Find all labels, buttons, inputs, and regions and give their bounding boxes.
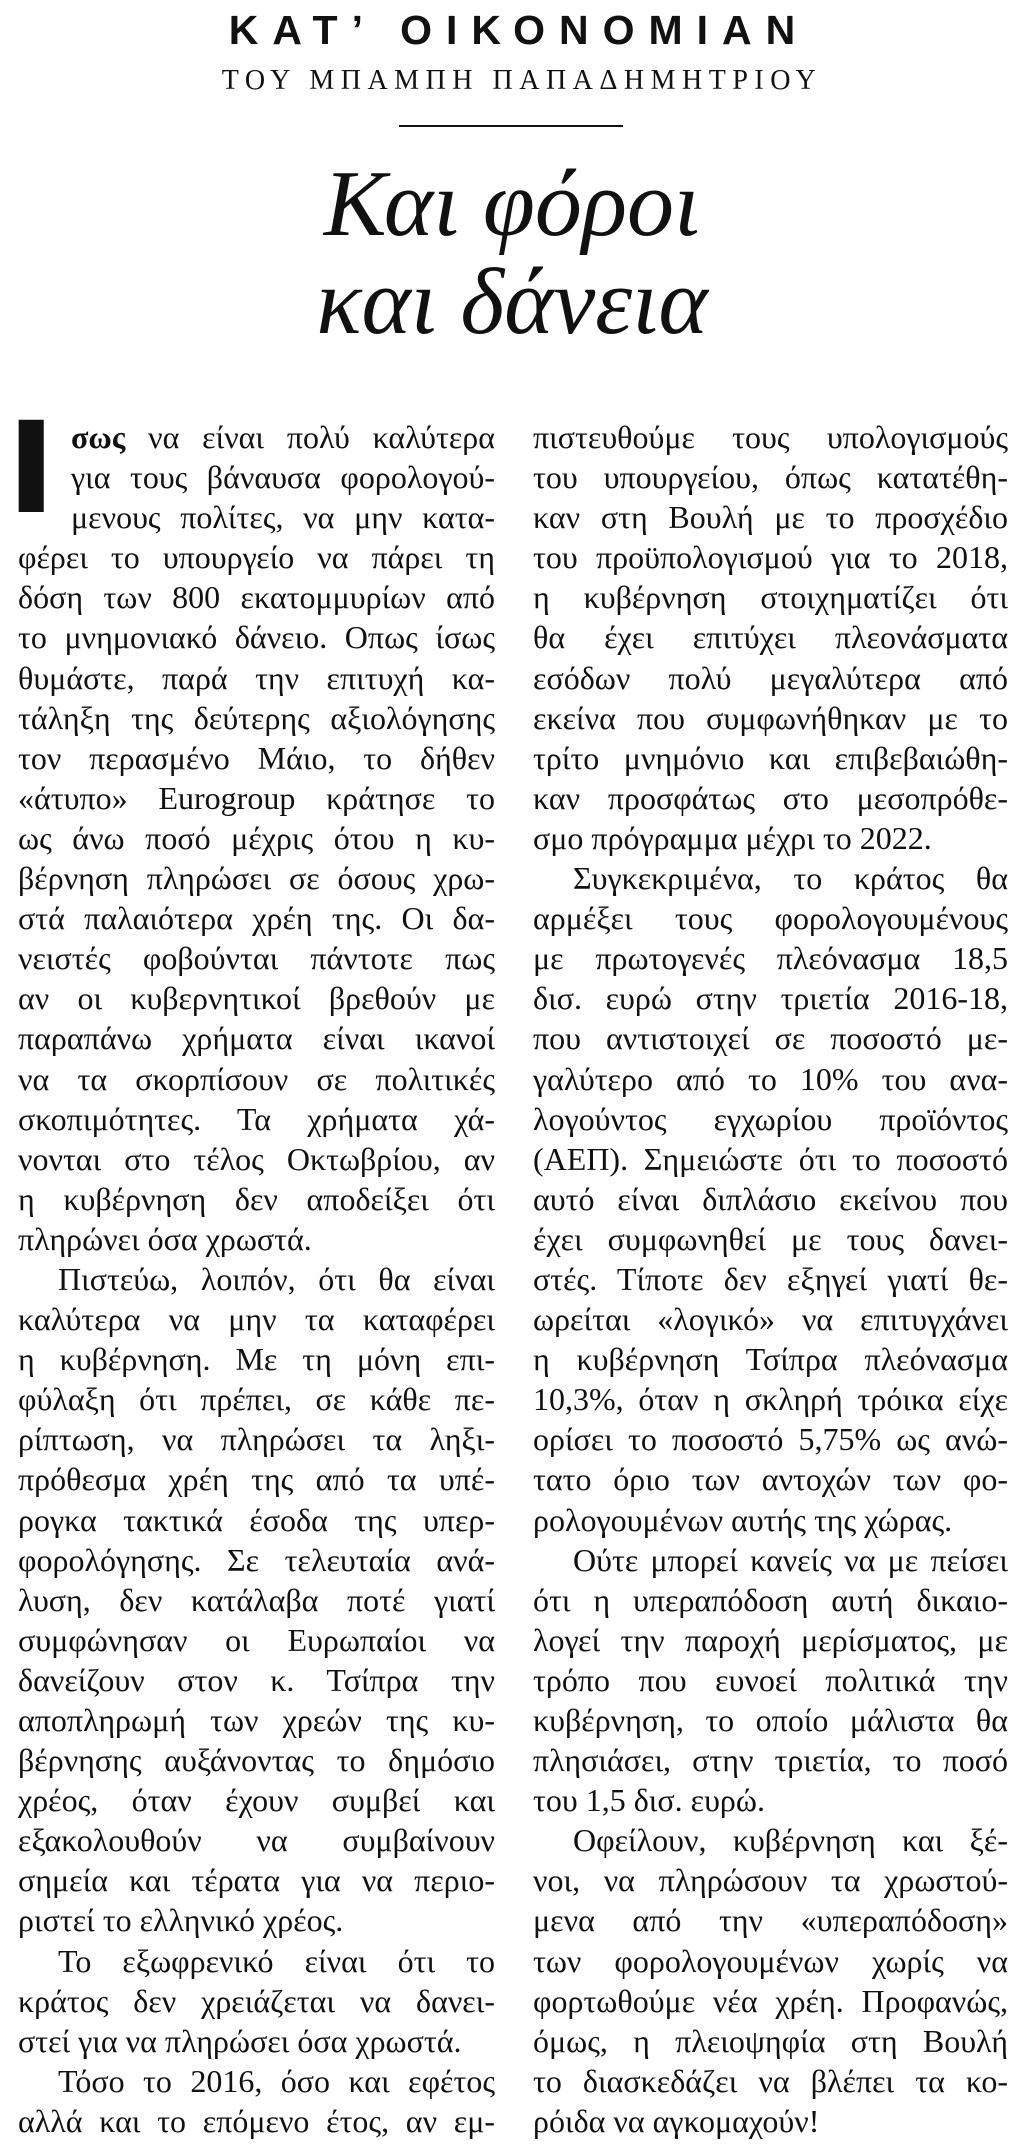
text-line: στές. Τίποτε δεν εξηγεί γιατί θε- [533, 1260, 1008, 1297]
text-line: παραπάνω χρήματα είναι ικανοί [18, 1020, 495, 1057]
text-line: το μνημονιακό δάνειο. Οπως ίσως [18, 619, 495, 656]
text-line: ρολογουμένων αυτής της χώρας. [533, 1501, 953, 1538]
text-line: ριστεί το ελληνικό χρέος. [18, 1902, 344, 1939]
text-line: θυμάστε, παρά την επιτυχή κα- [18, 659, 495, 696]
text-line: σμο πρόγραμμα μέχρι το 2022. [533, 819, 932, 856]
text-line: ότι η υπεραπόδοση αυτή δικαιο- [533, 1581, 1008, 1618]
text-line: καν προσφάτως στο μεσοπρόθε- [533, 779, 1008, 816]
text-line: ρίπτωση, να πληρώσει τα ληξι- [18, 1421, 495, 1458]
text-line: λογούντος εγχωρίου προϊόντος [533, 1100, 1008, 1137]
text-line: το διασκεδάζει να βλέπει τα κο- [533, 2062, 1008, 2099]
text-line: χρέος, όταν έχουν συμβεί και [18, 1782, 495, 1819]
text-line: φορτωθούμε νέα χρέη. Προφανώς, [533, 1982, 1008, 2019]
column-right [533, 417, 1008, 2141]
text-line [18, 417, 495, 457]
text-line: ως άνω ποσό μέχρις ότου η κυ- [18, 819, 495, 856]
text-line: καν στη Βουλή με το προσχέδιο [533, 499, 1008, 536]
text-line: τον περασμένο Μάιο, το δήθεν [18, 739, 495, 776]
text-line: μενους πολίτες, να μην κατα- [71, 499, 495, 536]
text-line: ορίσει το ποσοστό 5,75% ως ανώ- [533, 1421, 1008, 1458]
text-line: κυβέρνηση, το οποίο μάλιστα θα [533, 1702, 1008, 1738]
text-line: η κυβέρνηση στοιχηματίζει ότι [533, 579, 1008, 616]
text-line: έχει συμφωνηθεί με τους δανει- [533, 1220, 1008, 1257]
text-line: φορολόγησης. Σε τελευταία ανά- [18, 1541, 495, 1578]
text-line: των φορολογουμένων χωρίς να [533, 1942, 1008, 1979]
text-line: τατο όριο των αντοχών των φο- [533, 1461, 1008, 1498]
text-line: δανείζουν στον κ. Τσίπρα την [18, 1661, 495, 1698]
article-title [0, 152, 1024, 354]
text-line: πιστευθούμε τους υπολογισμούς [533, 419, 1008, 455]
text-line: (ΑΕΠ). Σημειώστε ότι το ποσοστό [533, 1140, 1008, 1177]
text-line-rest: να είναι πολύ καλύτερα [148, 419, 496, 455]
text-line: του υπουργείου, όπως κατατέθη- [533, 459, 1008, 496]
text-line: αλλά και το επόμενο έτος, αν εμ- [18, 2102, 495, 2139]
text-line: καλύτερα να μην τα καταφέρει [18, 1301, 495, 1338]
text-line: εκείνα που συμφωνήθηκαν με το [533, 699, 1008, 736]
text-line: Πιστεύω, λοιπόν, ότι θα είναι [58, 1260, 495, 1297]
byline: ΤΟΥ ΜΠΑΜΠΗ ΠΑΠΑΔΗΜΗΤΡΙΟΥ [221, 65, 823, 96]
text-line: θα έχει επιτύχει πλεονάσματα [533, 619, 1008, 656]
text-line: με πρωτογενές πλεόνασμα 18,5 [533, 940, 1008, 977]
text-line: Συγκεκριμένα, το κράτος θα [573, 860, 1008, 897]
text-line: που αντιστοιχεί σε ποσοστό με- [533, 1020, 1008, 1057]
text-line: τρόπο που ευνοεί πολιτικά την [533, 1661, 1008, 1698]
text-line: βέρνησης αυξάνοντας το δημόσιο [18, 1742, 495, 1779]
text-line: «άτυπο» Eurogroup κράτησε το [18, 779, 495, 816]
text-line: ρογκα τακτικά έσοδα της υπερ- [18, 1501, 495, 1538]
text-line: σημεία και τέρατα για να περιο- [18, 1862, 495, 1899]
text-line: για τους βάναυσα φορολογού- [71, 459, 495, 496]
text-line: αποπληρωμή των χρεών της κυ- [18, 1702, 495, 1738]
text-line: μενα από την «υπεραπόδοση» [533, 1902, 1008, 1939]
divider-rule [399, 125, 623, 127]
text-line: πληρώνει όσα χρωστά. [18, 1220, 312, 1257]
text-line: βέρνηση πληρώσει σε όσους χρω- [18, 860, 495, 897]
text-line: εσόδων πολύ μεγαλύτερα από [533, 659, 1008, 696]
text-line: η κυβέρνηση Τσίπρα πλεόνασμα [533, 1341, 1008, 1378]
text-line: του προϋπολογισμού για το 2018, [533, 539, 1008, 576]
text-line: τάληξη της δεύτερης αξιολόγησης [18, 699, 495, 736]
text-line: αρμέξει τους φορολογουμένους [533, 900, 1008, 937]
title-line: και δάνεια [316, 250, 708, 354]
text-line: δόση των 800 εκατομμυρίων από [18, 579, 495, 616]
text-line: πλησιάσει, στην τριετία, το ποσό [533, 1742, 1008, 1779]
text-line: Οφείλουν, κυβέρνηση και ξέ- [573, 1822, 1008, 1859]
drop-cap: Ι [7, 392, 56, 541]
text-line: δισ. ευρώ στην τριετία 2016-18, [533, 980, 1008, 1017]
text-line: Το εξωφρενικό είναι ότι το [58, 1942, 495, 1979]
text-line: νειστές φοβούνται πάντοτε πως [18, 940, 495, 977]
lead-in-bold: σως [71, 419, 126, 455]
text-line: κράτος δεν χρειάζεται να δανει- [18, 1982, 495, 2019]
text-line: συμφώνησαν οι Ευρωπαίοι να [18, 1621, 495, 1658]
text-line: γαλύτερο από το 10% του ανα- [533, 1060, 1008, 1097]
text-line: η κυβέρνηση δεν αποδείξει ότι [18, 1180, 495, 1217]
text-line: εξακολουθούν να συμβαίνουν [18, 1822, 495, 1859]
text-line: η κυβέρνηση. Με τη μόνη επι- [18, 1341, 495, 1378]
text-line: Τόσο το 2016, όσο και εφέτος [58, 2062, 495, 2099]
text-line: όμως, η πλειοψηφία στη Βουλή [533, 2022, 1008, 2059]
text-line: νονται στο τέλος Οκτωβρίου, αν [18, 1140, 495, 1177]
text-line: νοι, να πληρώσουν τα χρωστού- [533, 1862, 1008, 1899]
text-line: φέρει το υπουργείο να πάρει τη [18, 539, 495, 576]
text-line: αν οι κυβερνητικοί βρεθούν με [18, 980, 495, 1017]
text-line: ωρείται «λογικό» να επιτυγχάνει [533, 1301, 1008, 1338]
text-line: πρόθεσμα χρέη της από τα υπέ- [18, 1461, 495, 1498]
text-line: να τα σκορπίσουν σε πολιτικές [18, 1060, 495, 1097]
text-line: Ούτε μπορεί κανείς να με πείσει [573, 1541, 1008, 1578]
title-line: Και φόροι [323, 152, 701, 256]
text-line: αυτό είναι διπλάσιο εκείνου που [533, 1180, 1008, 1217]
text-line: 10,3%, όταν η σκληρή τρόικα είχε [533, 1381, 1008, 1418]
text-line: τρίτο μνημόνιο και επιβεβαιώθη- [533, 739, 1008, 776]
text-line: φύλαξη ότι πρέπει, σε κάθε πε- [18, 1381, 495, 1418]
text-line: ρόιδα να αγκομαχούν! [533, 2102, 820, 2139]
section-kicker: ΚΑΤ’ ΟΙΚΟΝΟΜΙΑΝ [228, 7, 810, 53]
text-line: σκοπιμότητες. Τα χρήματα χά- [18, 1100, 495, 1137]
text-line: λογεί την παροχή μερίσματος, με [533, 1621, 1008, 1658]
text-line: στεί για να πληρώσει όσα χρωστά. [18, 2022, 462, 2059]
column-left [18, 417, 495, 2141]
text-line: του 1,5 δισ. ευρώ. [533, 1782, 765, 1819]
text-line: στά παλαιότερα χρέη της. Οι δα- [18, 900, 495, 937]
text-line: λυση, δεν κατάλαβα ποτέ γιατί [18, 1581, 495, 1618]
